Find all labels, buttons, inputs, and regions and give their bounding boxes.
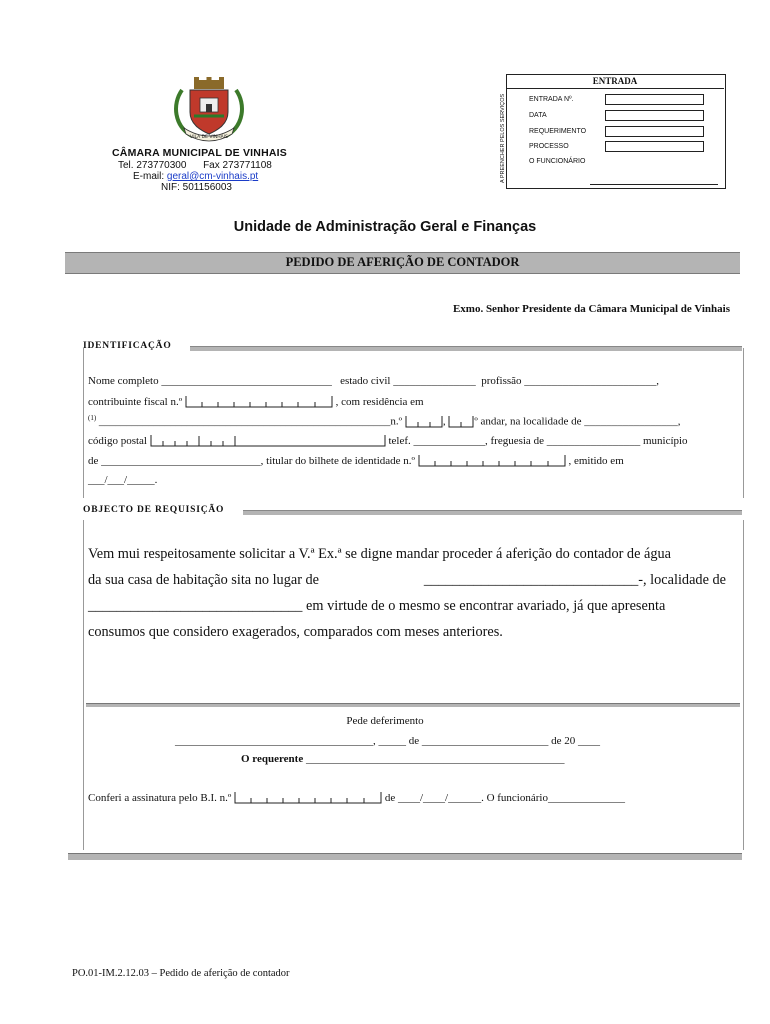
full-name-field[interactable]: Nome completo _______________________________ <box>88 375 332 387</box>
request-object-heading: OBJECTO DE REQUISIÇÃO <box>83 505 225 515</box>
verification-label: Conferi a assinatura pelo B.I. n.º <box>88 792 232 804</box>
signature-verification-line <box>88 792 625 804</box>
place-label: da sua casa de habitação sita no lugar de <box>88 572 320 588</box>
place-locality-field[interactable]: ______________________________-, localidade de <box>423 572 726 588</box>
identification-line-5 <box>88 455 624 467</box>
identification-line-2 <box>88 396 424 408</box>
unit-title: Unidade de Administração Geral e Finanças <box>233 219 537 235</box>
postal-code-boxes[interactable] <box>150 435 386 447</box>
applicant-label: O requerente <box>241 753 304 765</box>
addressee: Exmo. Senhor Presidente da Câmara Municipal de Vinhais <box>452 303 730 315</box>
entry-request-label: REQUERIMENTO <box>529 128 587 135</box>
email-prefix: E-mail: <box>133 171 167 182</box>
issued-on-label: , emitido em <box>568 455 624 467</box>
entry-box-vertical-label: A PREENCHER PELOS SERVIÇOS <box>500 93 506 183</box>
issue-date-field[interactable]: ___/___/_____. <box>88 474 158 486</box>
request-text-line-1: Vem mui respeitosamente solicitar a V.ª Ex.ª se digne mandar proceder á aferição do contador de água <box>88 546 671 562</box>
entry-number-field[interactable] <box>605 94 704 105</box>
organization-phone-fax: Tel. 273770300 Fax 273771108 <box>118 160 272 171</box>
profession-field[interactable]: profissão ________________________, <box>481 375 660 387</box>
entry-box-divider <box>506 88 724 89</box>
request-text-line-2 <box>88 572 726 589</box>
identification-line-3: $^{(1)}$ _____________________________________________________n.º , º andar, na localidade de _________________, <box>88 414 681 428</box>
date-place-field[interactable]: ____________________________________, _____ de _______________________ de 20 ____ <box>175 735 601 747</box>
identification-heading: IDENTIFICAÇÃO <box>83 341 172 351</box>
bottom-separator-bar <box>68 853 742 860</box>
entry-date-label: DATA <box>529 112 547 119</box>
municipality-id-field[interactable]: de _____________________________, titular do bilhete de identidade n.º <box>88 455 415 467</box>
signature-separator <box>86 703 740 707</box>
identification-line-4 <box>88 435 688 447</box>
entry-number-label: ENTRADA Nº. <box>529 96 574 103</box>
email-link[interactable]: geral@cm-vinhais.pt <box>166 171 259 182</box>
floor-locality-field[interactable]: º andar, na localidade de _________________, <box>474 415 681 428</box>
entry-clerk-signature-line[interactable] <box>590 184 718 185</box>
organization-nif: NIF: 501156003 <box>161 182 232 193</box>
request-object-heading-bar <box>243 510 742 515</box>
entry-date-field[interactable] <box>605 110 704 121</box>
id-card-number-boxes[interactable] <box>418 455 566 467</box>
request-text-line-4: consumos que considero exagerados, comparados com meses anteriores. <box>88 624 503 640</box>
residence-label: , com residência em <box>335 396 424 408</box>
address-field[interactable]: _____________________________________________________n.º <box>98 415 403 428</box>
identification-line-1 <box>88 375 659 387</box>
entry-process-field[interactable] <box>605 141 704 152</box>
entry-process-label: PROCESSO <box>529 143 569 150</box>
tax-number-label: contribuinte fiscal n.º <box>88 396 183 408</box>
footnote-marker: (1) <box>88 414 97 422</box>
coat-of-arms-logo <box>170 76 248 142</box>
request-title: PEDIDO DE AFERIÇÃO DE CONTADOR <box>285 255 520 269</box>
floor-boxes[interactable] <box>448 416 474 428</box>
entry-request-field[interactable] <box>605 126 704 137</box>
organization-name: CÂMARA MUNICIPAL DE VINHAIS <box>112 147 287 159</box>
request-text-line-3[interactable]: ______________________________ em virtude de o mesmo se encontrar avariado, já que apresenta <box>88 598 666 614</box>
entry-box-title: ENTRADA <box>592 76 638 86</box>
door-number-boxes[interactable] <box>405 416 443 428</box>
applicant-line <box>241 753 564 765</box>
organization-email-line <box>133 171 258 182</box>
postal-code-label: código postal <box>88 435 147 447</box>
tax-number-boxes[interactable] <box>185 396 333 408</box>
applicant-signature-field[interactable]: _______________________________________________ <box>305 753 565 765</box>
phone-parish-municipality-field[interactable]: telef. _____________, freguesia de _________________ município <box>388 435 688 447</box>
marital-status-field[interactable]: estado civil _______________ <box>340 375 476 387</box>
document-footer: PO.01-IM.2.12.03 – Pedido de aferição de contador <box>72 968 290 979</box>
verification-date-clerk-field[interactable]: de ____/____/______. O funcionário______________ <box>384 792 625 804</box>
request-granted-text: Pede deferimento <box>346 715 424 727</box>
svg-text:VILA DE VINHAIS: VILA DE VINHAIS <box>190 135 228 140</box>
entry-clerk-label: O FUNCIONÁRIO <box>529 158 586 165</box>
verification-id-boxes[interactable] <box>234 792 382 804</box>
